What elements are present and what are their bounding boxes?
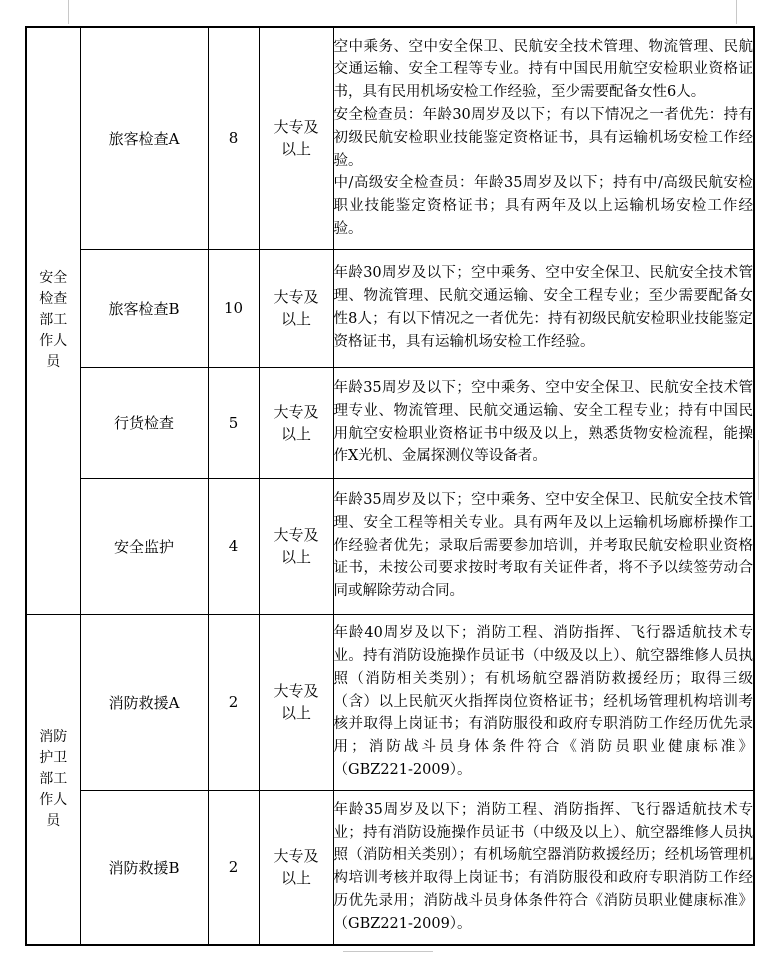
requirements-cell (333, 27, 754, 249)
education-label: 大专及以上 (273, 682, 319, 722)
position-label: 消防救援B (108, 858, 180, 877)
requirement-paragraph: 中/高级安全检查员：年龄35周岁及以下；持有中/高级民航安检职业技能鉴定资格证书；具有两年及以上运输机场安检工作经验。 (333, 175, 753, 238)
table-row (26, 249, 754, 367)
requirement-paragraph: 年龄35周岁及以下；空中乘务、空中安全保卫、民航安全技术管理、安全工程等相关专业。具有两年及以上运输机场廊桥操作工作经验者优先；录取后需要参加培训，并考取民航安检职业资格证书，未按公司要求按时考取有关证件者，将不予以续签劳动合同或解除劳动合同。 (333, 492, 753, 600)
headcount: 2 (228, 858, 239, 877)
requirement-paragraph: 年龄35周岁及以下；空中乘务、空中安全保卫、民航安全技术管理专业、物流管理、民航交通运输、安全工程专业；持有中国民用航空安检职业资格证书中级及以上，熟悉货物安检流程，能操作X光机、金属探测仪等设备者。 (333, 379, 753, 465)
requirements-cell (333, 367, 754, 478)
count-cell (208, 478, 259, 614)
position-cell (80, 790, 208, 945)
position-cell (80, 614, 208, 790)
headcount: 4 (228, 537, 239, 555)
education-cell (259, 478, 333, 614)
position-cell (80, 27, 208, 249)
requirement-paragraph: 年龄35周岁及以下；消防工程、消防指挥、飞行器适航技术专业；持有消防设施操作员证书（中级及以上）、航空器维修人员执照（消防相关类别）；有机场航空器消防救援经历；经机场管理机构培训考核并取得上岗证书；有消防服役和政府专职消防工作经历优先录用；消防战斗员身体条件符合《消防员职业健康标准》（GBZ221-2009）。 (333, 801, 753, 932)
department-cell (26, 27, 80, 614)
headcount: 10 (223, 299, 244, 317)
education-cell (259, 790, 333, 945)
requirement-paragraph: 空中乘务、空中安全保卫、民航安全技术管理、物流管理、民航交通运输、安全工程等专业。持有中国民用航空安检职业资格证书，具有民用机场安检工作经验，至少需要配备女性6人。 (333, 38, 753, 101)
requirements-cell (333, 478, 754, 614)
position-label: 安全监护 (113, 537, 174, 556)
position-cell (80, 249, 208, 367)
count-cell (208, 790, 259, 945)
headcount: 2 (228, 693, 239, 711)
count-cell (208, 614, 259, 790)
requirements-cell (333, 614, 754, 790)
table-row (26, 614, 754, 790)
requirements-cell (333, 790, 754, 945)
margin-mark (343, 951, 433, 952)
position-label: 旅客检查A (108, 129, 180, 148)
table-row (26, 478, 754, 614)
education-label: 大专及以上 (273, 526, 319, 566)
education-label: 大专及以上 (273, 118, 319, 159)
position-label: 消防救援A (108, 693, 180, 712)
education-label: 大专及以上 (273, 288, 319, 328)
requirement-paragraph: 安全检查员：年龄30周岁及以下；有以下情况之一者优先：持有初级民航安检职业技能鉴定资格证书，具有运输机场安检工作经验。 (333, 107, 753, 169)
position-label: 行货检查 (113, 414, 174, 432)
education-label: 大专及以上 (273, 402, 319, 443)
table-row (26, 367, 754, 478)
requirement-paragraph: 年龄40周岁及以下；消防工程、消防指挥、飞行器适航技术专业。持有消防设施操作员证书（中级及以上）、航空器维修人员执照（消防相关类别）；有机场航空器消防救援经历；取得三级（含）以上民航灭火指挥岗位资格证书；经机场管理机构培训考核并取得上岗证书；有消防服役和政府专职消防工作经历优先录用；消防战斗员身体条件符合《消防员职业健康标准》（GBZ221-2009）。 (333, 625, 753, 778)
position-cell (80, 478, 208, 614)
requirements-cell (333, 249, 754, 367)
education-cell (259, 249, 333, 367)
margin-mark (68, 0, 69, 24)
count-cell (208, 249, 259, 367)
margin-mark (736, 0, 737, 24)
requirement-paragraph: 年龄30周岁及以下；空中乘务、空中安全保卫、民航安全技术管理、物流管理、民航交通运输、安全工程专业；至少需要配备女性8人；有以下情况之一者优先：持有初级民航安检职业技能鉴定资格证书，具有运输机场安检工作经验。 (333, 265, 753, 350)
education-label: 大专及以上 (273, 847, 319, 888)
position-cell (80, 367, 208, 478)
table-row (26, 790, 754, 945)
position-label: 旅客检查B (108, 299, 180, 318)
education-cell (259, 27, 333, 249)
headcount: 5 (228, 413, 239, 432)
count-cell (208, 27, 259, 249)
count-cell (208, 367, 259, 478)
table-row (26, 27, 754, 249)
department-label: 消防护卫部工作人员 (39, 728, 68, 829)
recruitment-table (25, 26, 755, 946)
department-cell (26, 614, 80, 945)
department-label: 安全检查部工作人员 (39, 270, 68, 371)
page-top-margin (0, 0, 764, 26)
margin-mark (758, 440, 759, 500)
education-cell (259, 367, 333, 478)
headcount: 8 (228, 129, 239, 148)
education-cell (259, 614, 333, 790)
